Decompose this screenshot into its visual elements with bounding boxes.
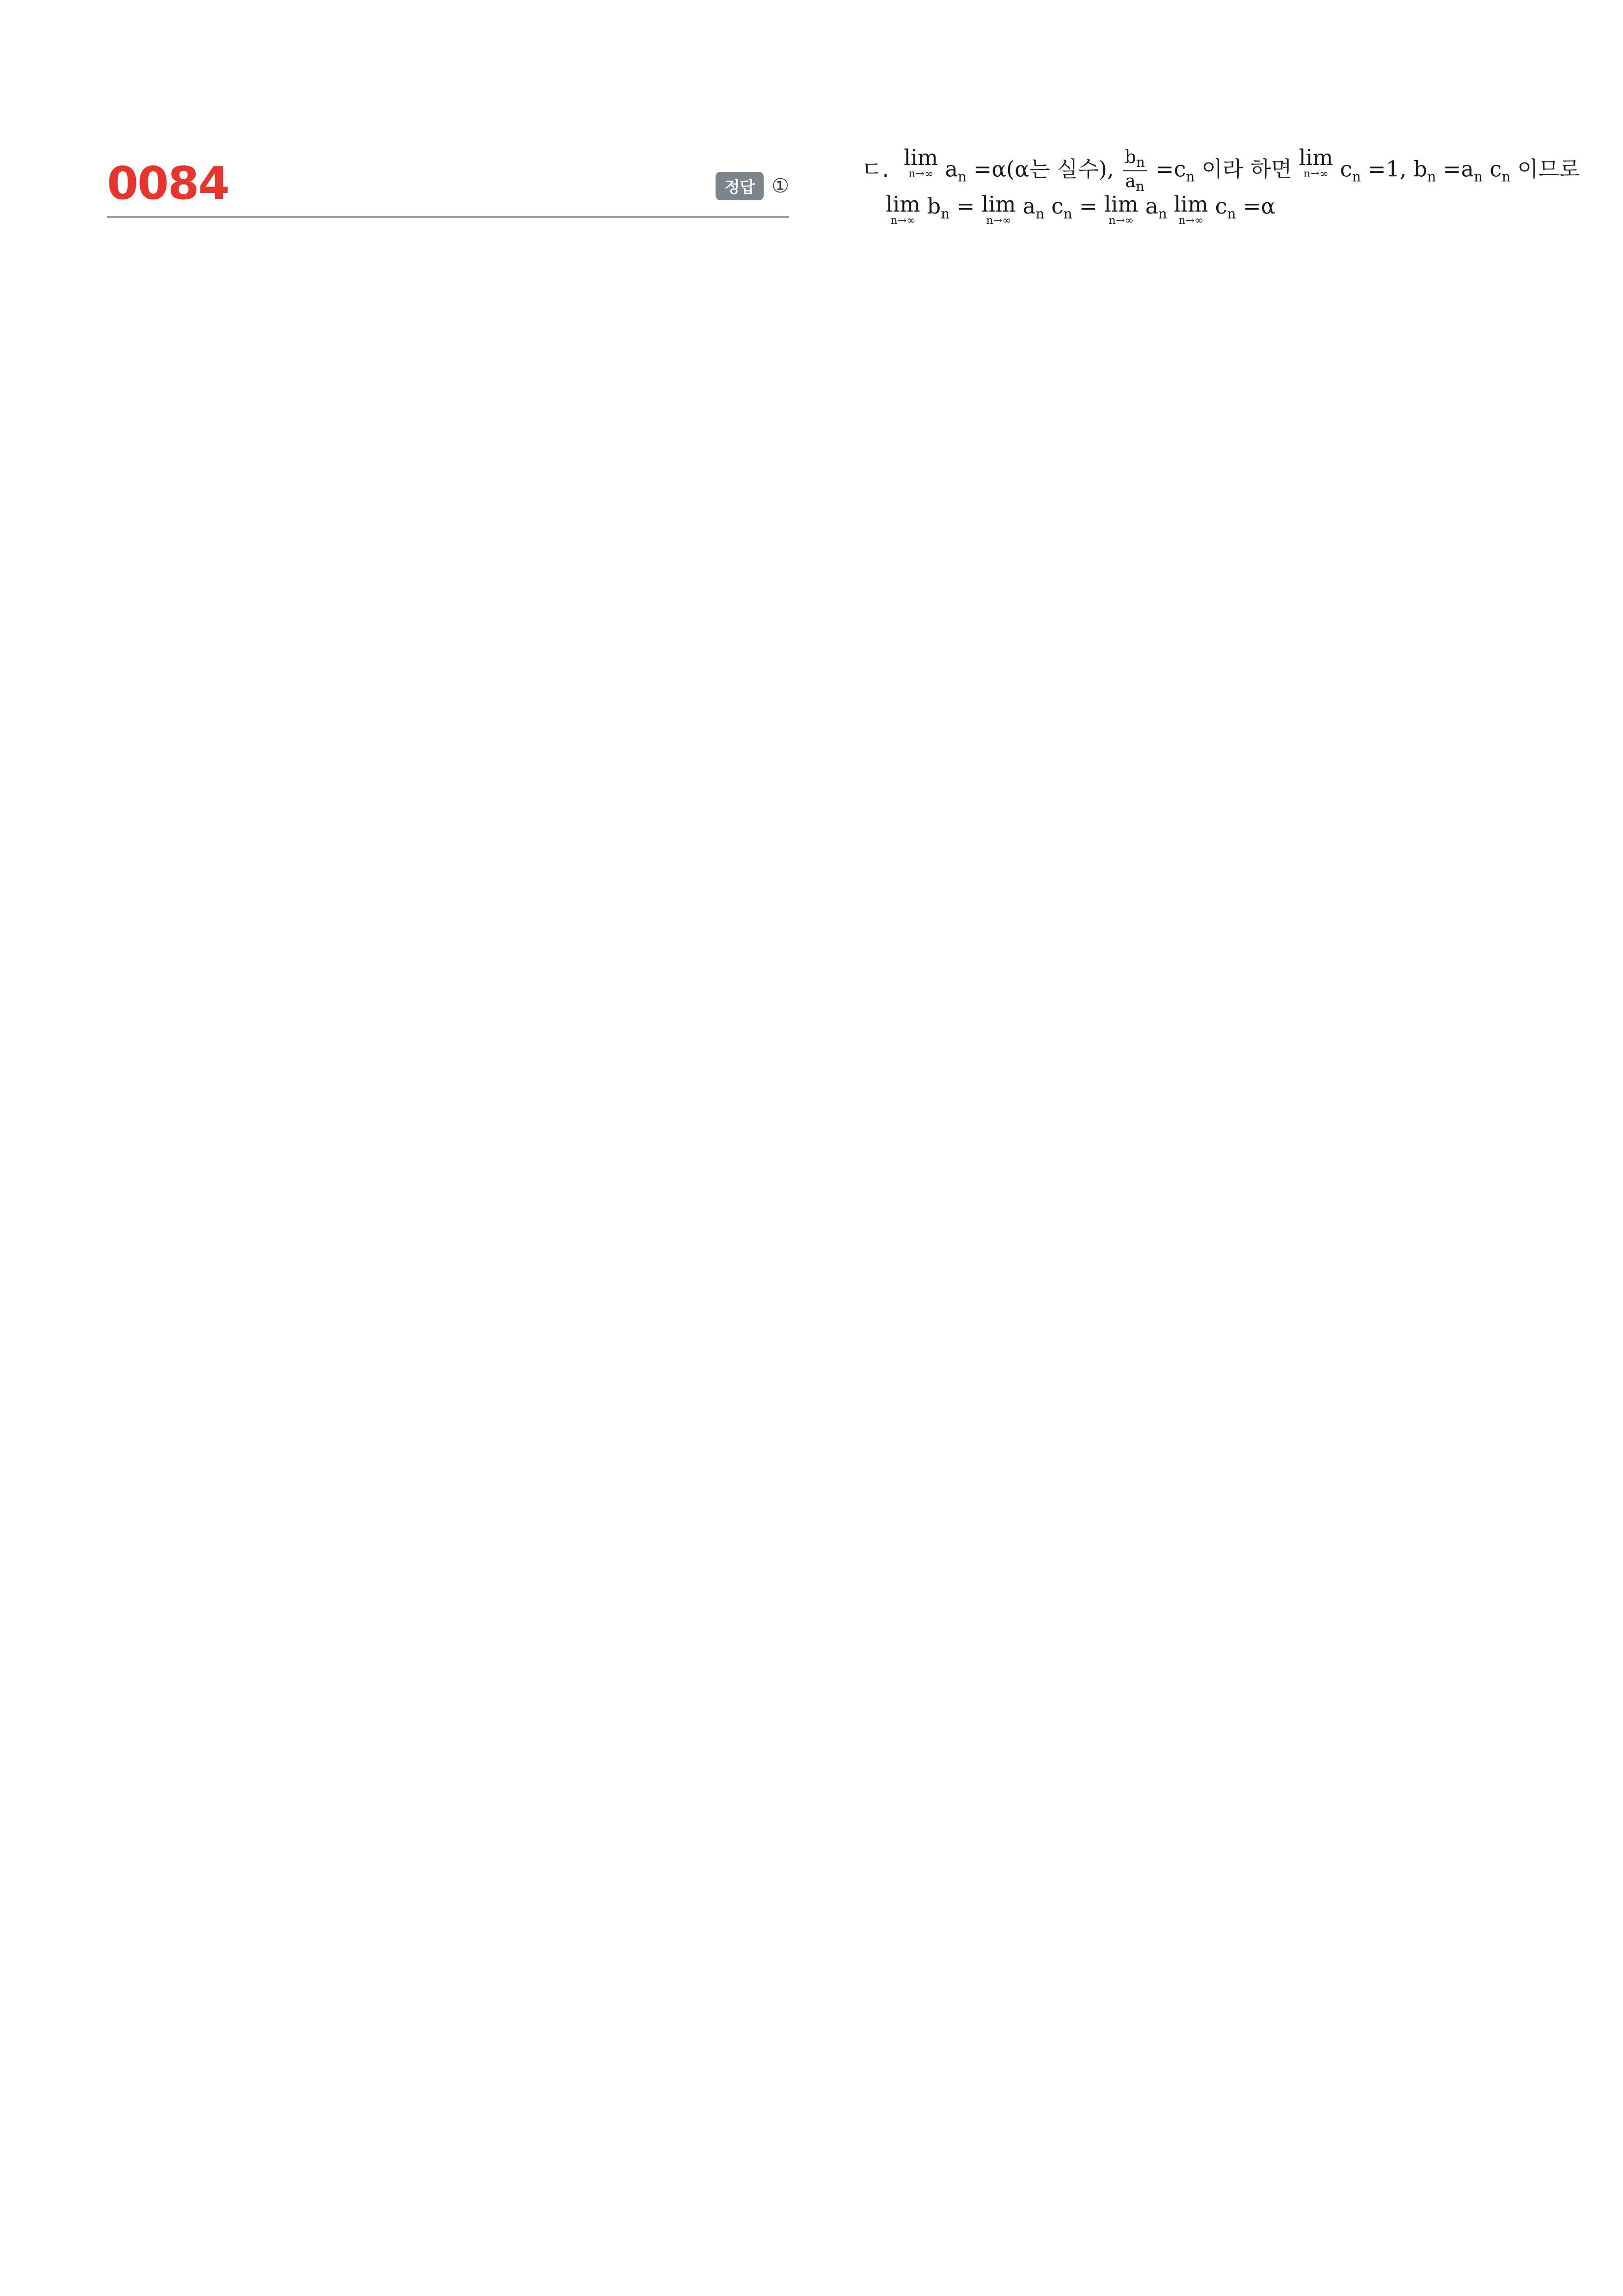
subscript: n bbox=[1063, 205, 1072, 222]
answer-indicator bbox=[716, 172, 789, 200]
subscript: n bbox=[1474, 168, 1483, 185]
text: =α(α는 실수), bbox=[973, 157, 1114, 182]
solution-line-d-cont bbox=[886, 194, 1276, 226]
limit-expression: lim n→∞ bbox=[904, 145, 938, 180]
text: =1, b bbox=[1368, 157, 1428, 182]
text: 이므로 bbox=[1517, 157, 1580, 182]
subscript: n bbox=[1186, 168, 1195, 185]
limit-expression: lim n→∞ bbox=[886, 192, 920, 227]
text: = bbox=[1079, 194, 1097, 219]
term: c bbox=[1490, 157, 1502, 182]
term: b bbox=[927, 194, 941, 219]
subscript: n bbox=[958, 168, 967, 185]
subscript: n bbox=[1501, 168, 1511, 185]
subscript: n bbox=[941, 205, 950, 222]
text: =a bbox=[1443, 157, 1474, 182]
limit-expression: lim n→∞ bbox=[981, 192, 1016, 227]
subscript: n bbox=[1036, 205, 1045, 222]
problem-header bbox=[107, 147, 789, 218]
subscript: n bbox=[1352, 168, 1361, 185]
text: 이라 하면 bbox=[1201, 157, 1292, 182]
text: =α bbox=[1243, 194, 1276, 219]
term: c bbox=[1340, 157, 1352, 182]
limit-expression: lim n→∞ bbox=[1173, 192, 1208, 227]
subscript: n bbox=[1427, 168, 1437, 185]
subscript: n bbox=[1158, 205, 1167, 222]
solution-line-d bbox=[861, 147, 1580, 194]
text: =c bbox=[1155, 157, 1186, 182]
fraction: $\frac{b_n}{a_n}$ bbox=[1123, 147, 1147, 194]
subscript: n bbox=[1227, 205, 1236, 222]
item-label: ㄷ. bbox=[861, 157, 889, 182]
text: = bbox=[957, 194, 975, 219]
problem-number: 0084 bbox=[107, 157, 229, 210]
term: c bbox=[1051, 194, 1064, 219]
limit-expression: lim n→∞ bbox=[1104, 192, 1139, 227]
answer-value: ① bbox=[772, 175, 789, 197]
term: a bbox=[1022, 194, 1036, 219]
term: c bbox=[1215, 194, 1227, 219]
limit-expression: lim n→∞ bbox=[1299, 145, 1333, 180]
term: a bbox=[945, 157, 958, 182]
answer-badge: 정답 bbox=[716, 172, 764, 200]
term: a bbox=[1145, 194, 1158, 219]
